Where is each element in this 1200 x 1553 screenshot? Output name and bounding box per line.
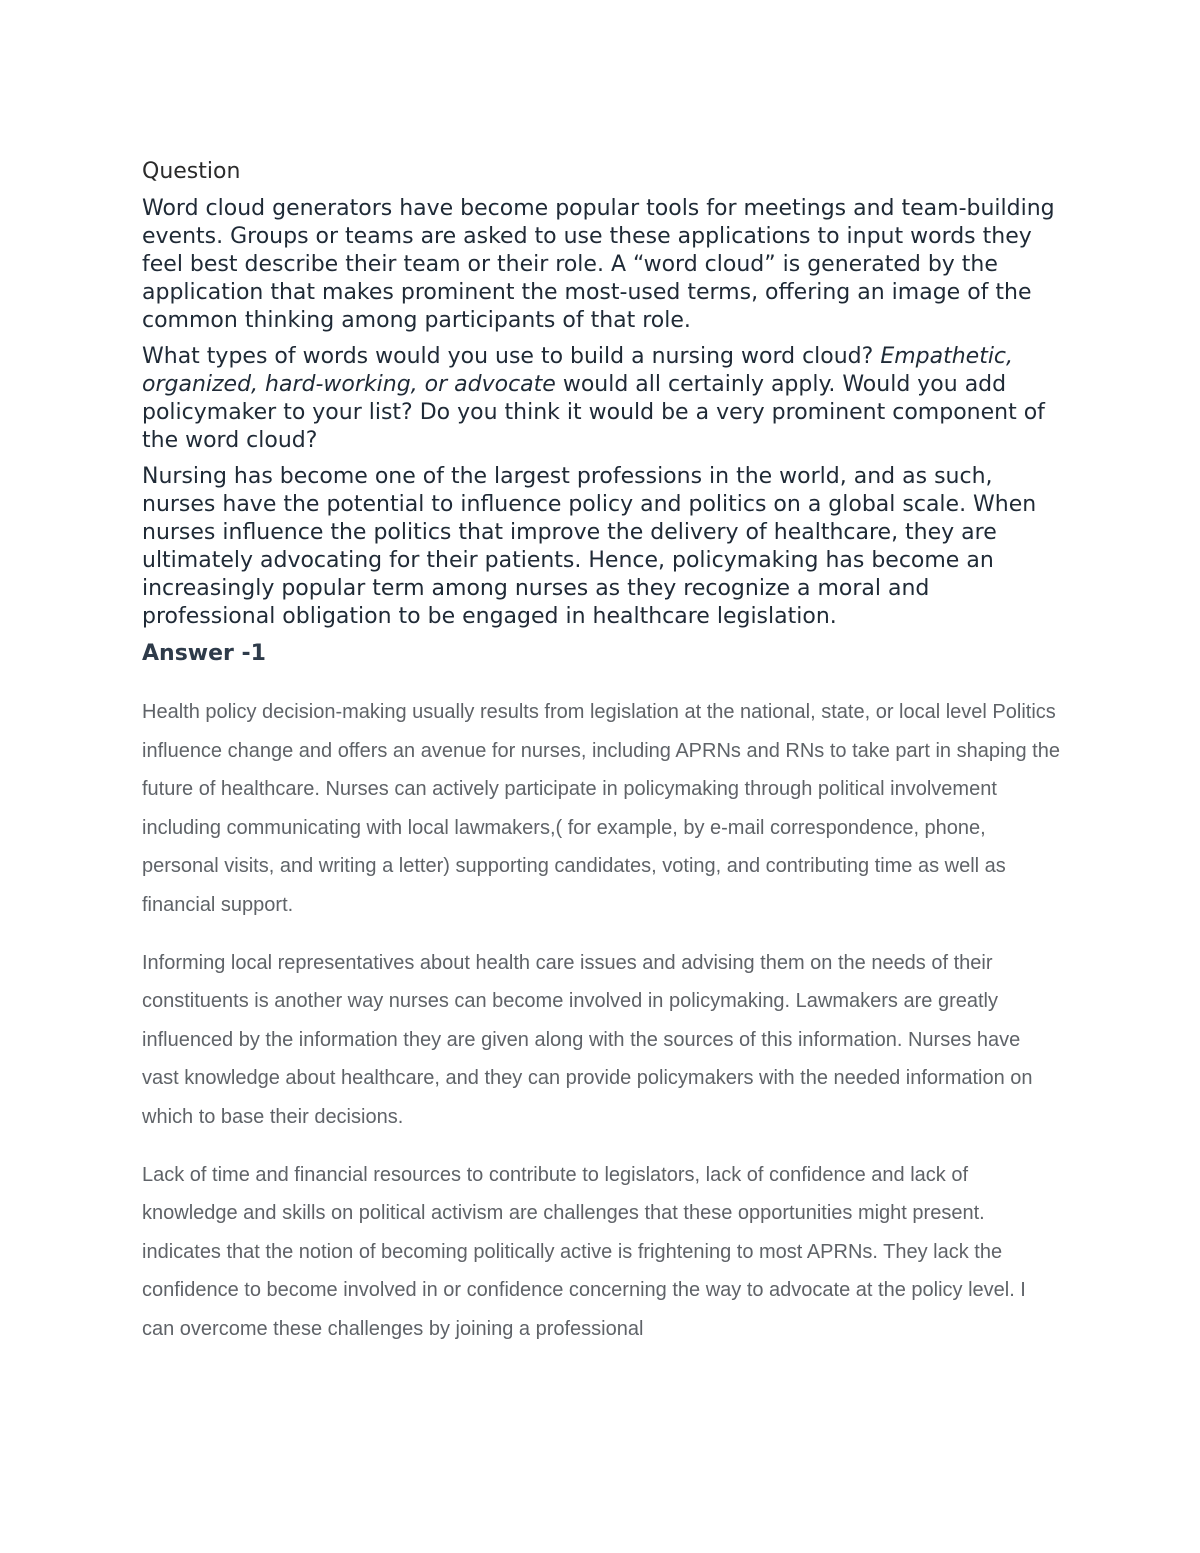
question-label: Question <box>142 159 241 184</box>
answer-paragraph-2: Informing local representatives about health care issues and advising them on the needs of their constituents is another way nurses can become involved in policymaking. Lawmakers are greatly influenced by the information they are given along with the sources of this information. Nurses have vast knowledge about healthcare, and they can provide policymakers with the needed information on which to base their decisions. <box>142 951 1033 1128</box>
document-body <box>142 157 1062 1368</box>
answer-paragraph-1: Health policy decision-making usually results from legislation at the national, state, or local level Politics influence change and offers an avenue for nurses, including APRNs and RNs to take part in shaping the future of healthcare. Nurses can actively participate in policymaking through political involvement including communicating with local lawmakers,( for example, by e-mail correspondence, phone, personal visits, and writing a letter) supporting candidates, voting, and contributing time as well as financial support. <box>142 701 1060 916</box>
answer-paragraph-3: Lack of time and financial resources to contribute to legislators, lack of confidence and lack of knowledge and skills on political activism are challenges that these opportunities might present. indicates that the notion of becoming politically active is frightening to most APRNs. They lack the confidence to become involved in or confidence concerning the way to advocate at the policy level. I can overcome these challenges by joining a professional <box>142 1163 1026 1340</box>
answer-heading: Answer -1 <box>142 641 266 666</box>
question-paragraph-2-start: What types of words would you use to build a nursing word cloud? <box>142 344 881 369</box>
question-paragraph-2-end: would all certainly apply. Would you add policymaker to your list? Do you think it would be a very prominent component of the word cloud? <box>142 372 1045 453</box>
question-paragraph-2 <box>142 343 1062 455</box>
question-paragraph-2-italic: Empathetic, organized, hard-working, or advocate <box>142 344 1014 397</box>
question-paragraph-1: Word cloud generators have become popular tools for meetings and team-building events. Groups or teams are asked to use these applications to input words they feel best describe their team or their role. A “word cloud” is generated by the application that makes prominent the most-used terms, offering an image of the common thinking among participants of that role. <box>142 196 1055 333</box>
question-paragraph-3: Nursing has become one of the largest professions in the world, and as such, nurses have the potential to influence policy and politics on a global scale. When nurses influence the politics that improve the delivery of healthcare, they are ultimately advocating for their patients. Hence, policymaking has become an increasingly popular term among nurses as they recognize a moral and professional obligation to be engaged in healthcare legislation. <box>142 464 1037 629</box>
